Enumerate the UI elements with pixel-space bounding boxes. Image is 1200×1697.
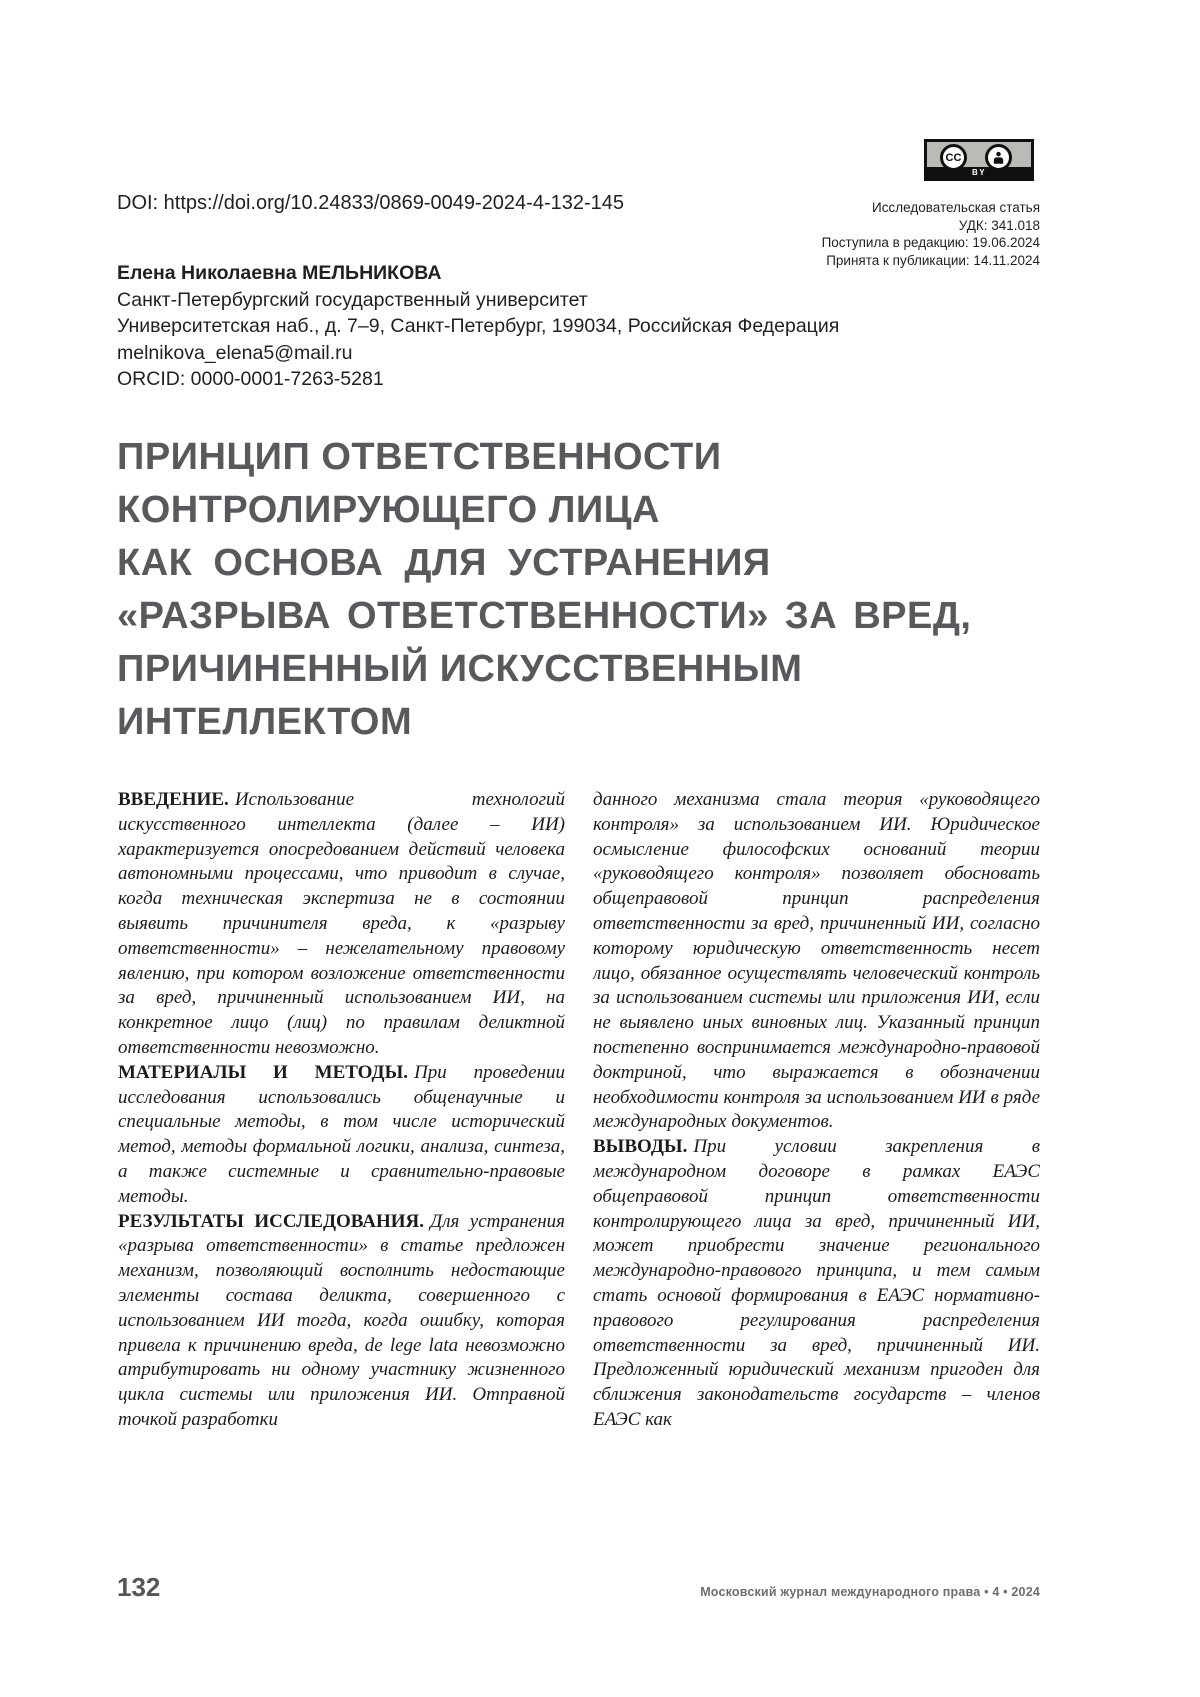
abstract-paragraph (118, 1061, 565, 1210)
section-text: данного механизма стала теория «руководящего контроля» за использованием ИИ. Юридическое осмысление философских оснований теории «руководящего контроля» позволяет обосновать общеправовой принцип распределения ответственности за вред, причиненный ИИ, согласно которому юридическую ответственность несет лицо, обязанное осуществлять человеческий контроль за использованием системы или приложения ИИ, если не выявлено иных виновных лиц. Указанный принцип постепенно воспринимается международно-правовой доктриной, что выражается в обозначении необходимости контроля за использованием ИИ в ряде международных документов. (593, 789, 1040, 1133)
udc-label: УДК: 341.018 (958, 217, 1040, 233)
abstract-paragraph (118, 1210, 565, 1433)
title-line: «РАЗРЫВА ОТВЕТСТВЕННОСТИ» ЗА ВРЕД, (117, 595, 972, 637)
section-text: При проведении исследования использовались общенаучные и специальные методы, в том числе исторический метод, методы формальной логики, анализа, синтеза, а также системные и сравнительно-правовые методы. (118, 1061, 565, 1207)
section-heading: МАТЕРИАЛЫ И МЕТОДЫ. (118, 1061, 408, 1083)
article-meta (822, 199, 1040, 269)
section-heading: РЕЗУЛЬТАТЫ ИССЛЕДОВАНИЯ. (118, 1210, 425, 1232)
doi-line: DOI: https://doi.org/10.24833/0869-0049-2024-4-132-145 (117, 192, 625, 214)
accepted-date: Принята к публикации: 14.11.2024 (826, 252, 1040, 268)
abstract-left-column (118, 788, 565, 1443)
section-heading: ВЫВОДЫ. (593, 1136, 688, 1158)
abstract-paragraph (593, 1135, 1040, 1433)
section-text: При условии закрепления в международном договоре в рамках ЕАЭС общеправовой принцип ответственности контролирующего лица за вред, причиненный ИИ, может приобрести значение регионального международно-правового принципа, и тем самым стать основой формирования в ЕАЭС нормативно-правового регулирования распределения ответственности за вред, причиненный ИИ. Предложенный юридический механизм пригоден для сближения законодательств государств – членов ЕАЭС как (593, 1136, 1040, 1430)
title-line: КАК ОСНОВА ДЛЯ УСТРАНЕНИЯ (117, 542, 771, 584)
by-label: BY (927, 167, 1031, 178)
title-line: ПРИЧИНЕННЫЙ ИСКУССТВЕННЫМ (117, 648, 803, 690)
cc-by-license-badge (924, 139, 1034, 181)
title-line: КОНТРОЛИРУЮЩЕГО ЛИЦА (117, 489, 660, 531)
title-line: ПРИНЦИП ОТВЕТСТВЕННОСТИ (117, 436, 722, 478)
cc-icon: CC (940, 144, 967, 171)
section-heading: ВВЕДЕНИЕ. (118, 789, 229, 810)
received-date: Поступила в редакцию: 19.06.2024 (821, 235, 1040, 250)
author-block (117, 260, 839, 393)
journal-footer: Московский журнал международного права • 4 • 2024 (700, 1585, 1040, 1599)
article-type-label: Исследовательская статья (872, 200, 1040, 215)
abstract-paragraph (118, 788, 565, 1061)
author-address: Университетская наб., д. 7–9, Санкт-Петербург, 199034, Российская Федерация (117, 315, 840, 337)
author-email: melnikova_elena5@mail.ru (117, 341, 353, 364)
abstract-right-column (593, 788, 1040, 1443)
section-text: Использование технологий искусственного интеллекта (далее – ИИ) характеризуется опосредованием действий человека автономными процессами, что приводит в случае, когда техническая экспертиза не в состоянии выявить причинителя вреда, к «разрыву ответственности» – нежелательному правовому явлению, при котором возложение ответственности за вред, причиненный использованием ИИ, на конкретное лицо (лиц) по правилам деликтной ответственности невозможно. (118, 789, 565, 1058)
article-title (117, 431, 1052, 749)
title-line: ИНТЕЛЛЕКТОМ (117, 701, 413, 743)
page-number: 132 (117, 1572, 161, 1602)
author-affiliation: Санкт-Петербургский государственный университет (117, 288, 588, 311)
author-orcid: ORCID: 0000-0001-7263-5281 (117, 368, 384, 390)
section-text: Для устранения «разрыва ответственности» в статье предложен механизм, позволяющий восполнить недостающие элементы состава деликта, совершенного с использованием ИИ тогда, когда ошибку, которая привела к причинению вреда, de lege lata невозможно атрибутировать ни одному участнику жизненного цикла системы или приложения ИИ. Отправной точкой разработки (118, 1210, 565, 1430)
author-name: Елена Николаевна МЕЛЬНИКОВА (117, 262, 442, 284)
person-icon (985, 144, 1012, 171)
abstract-paragraph (593, 788, 1040, 1135)
